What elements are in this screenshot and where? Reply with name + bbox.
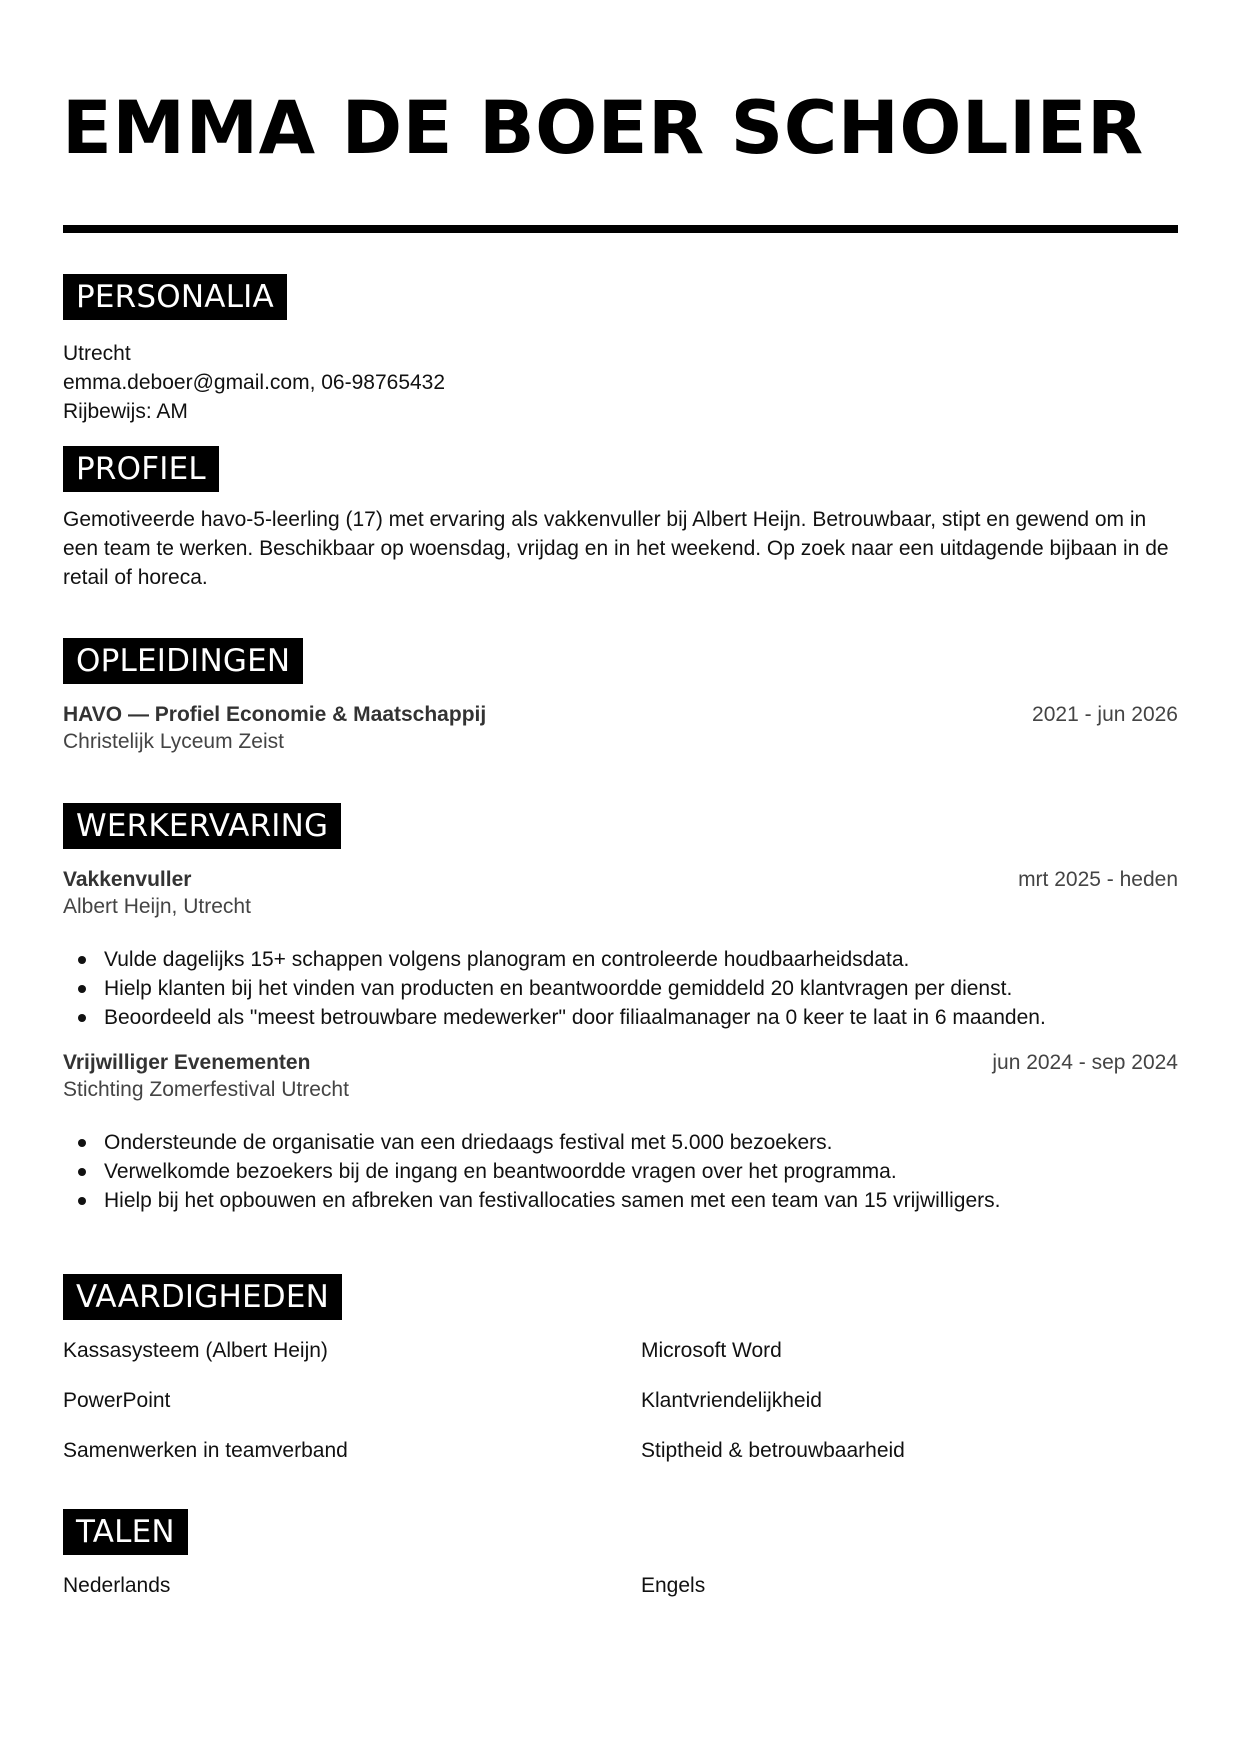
job-date: jun 2024 - sep 2024 bbox=[992, 1051, 1178, 1074]
section-heading-opleidingen: OPLEIDINGEN bbox=[63, 638, 303, 684]
list-item: Verwelkomde bezoekers bij de ingang en beantwoordde vragen over het programma. bbox=[63, 1157, 1178, 1186]
personal-city: Utrecht bbox=[63, 342, 131, 365]
list-item: Vulde dagelijks 15+ schappen volgens planogram en controleerde houdbaarheidsdata. bbox=[63, 945, 1178, 974]
language-item: Nederlands bbox=[63, 1574, 171, 1597]
list-item: Beoordeeld als "meest betrouwbare medewerker" door filiaalmanager na 0 keer te laat in 6 maanden. bbox=[63, 1003, 1178, 1032]
job-bullets bbox=[63, 945, 1178, 1032]
header-divider bbox=[63, 225, 1178, 233]
section-personalia bbox=[63, 274, 1178, 426]
skill-item: Klantvriendelijkheid bbox=[641, 1389, 822, 1412]
skill-item: Kassasysteem (Albert Heijn) bbox=[63, 1339, 328, 1362]
job-employer: Stichting Zomerfestival Utrecht bbox=[63, 1078, 349, 1101]
profile-summary: Gemotiveerde havo-5-leerling (17) met ervaring als vakkenvuller bij Albert Heijn. Betrouwbaar, stipt en gewend om in een team te werken. Beschikbaar op woensdag, vrijdag en in het weekend. Op zoek naar een uitdagende bijbaan in de retail of horeca. bbox=[63, 508, 1169, 589]
job-entry bbox=[63, 1051, 1178, 1215]
list-item: Ondersteunde de organisatie van een driedaags festival met 5.000 bezoekers. bbox=[63, 1128, 1178, 1157]
skill-item: Samenwerken in teamverband bbox=[63, 1439, 348, 1462]
job-date: mrt 2025 - heden bbox=[1018, 868, 1178, 891]
section-opleidingen bbox=[63, 638, 1178, 754]
job-entry-header bbox=[63, 1051, 1178, 1075]
job-entry-header bbox=[63, 868, 1178, 892]
job-entry bbox=[63, 868, 1178, 1032]
job-title: Vakkenvuller bbox=[63, 868, 192, 891]
section-heading-werkervaring: WERKERVARING bbox=[63, 803, 341, 849]
education-entry bbox=[63, 703, 1178, 754]
skill-item: Microsoft Word bbox=[641, 1339, 782, 1362]
list-item: Hielp klanten bij het vinden van producten en beantwoordde gemiddeld 20 klantvragen per dienst. bbox=[63, 974, 1178, 1003]
education-date: 2021 - jun 2026 bbox=[1032, 703, 1178, 726]
education-title: HAVO — Profiel Economie & Maatschappij bbox=[63, 703, 487, 726]
section-profiel bbox=[63, 446, 1178, 592]
list-item: Hielp bij het opbouwen en afbreken van festivallocaties samen met een team van 15 vrijwilligers. bbox=[63, 1186, 1178, 1215]
section-vaardigheden bbox=[63, 1274, 1178, 1486]
job-title: Vrijwilliger Evenementen bbox=[63, 1051, 311, 1074]
personal-contact: emma.deboer@gmail.com, 06-98765432 bbox=[63, 371, 446, 394]
job-employer: Albert Heijn, Utrecht bbox=[63, 895, 251, 918]
section-talen bbox=[63, 1509, 1178, 1621]
personal-license: Rijbewijs: AM bbox=[63, 400, 188, 423]
language-item: Engels bbox=[641, 1574, 706, 1597]
section-heading-personalia: PERSONALIA bbox=[63, 274, 287, 320]
education-entry-header bbox=[63, 703, 1178, 727]
skill-item: PowerPoint bbox=[63, 1389, 171, 1412]
candidate-name: EMMA DE BOER SCHOLIER bbox=[62, 86, 1144, 171]
section-heading-talen: TALEN bbox=[63, 1509, 188, 1555]
education-school: Christelijk Lyceum Zeist bbox=[63, 730, 284, 753]
languages-grid bbox=[63, 1571, 1178, 1621]
section-heading-vaardigheden: VAARDIGHEDEN bbox=[63, 1274, 342, 1320]
skills-grid bbox=[63, 1336, 1178, 1486]
skill-item: Stiptheid & betrouwbaarheid bbox=[641, 1439, 905, 1462]
personal-details bbox=[63, 339, 1178, 426]
job-bullets bbox=[63, 1128, 1178, 1215]
section-werkervaring bbox=[63, 803, 1178, 1215]
section-heading-profiel: PROFIEL bbox=[63, 446, 219, 492]
